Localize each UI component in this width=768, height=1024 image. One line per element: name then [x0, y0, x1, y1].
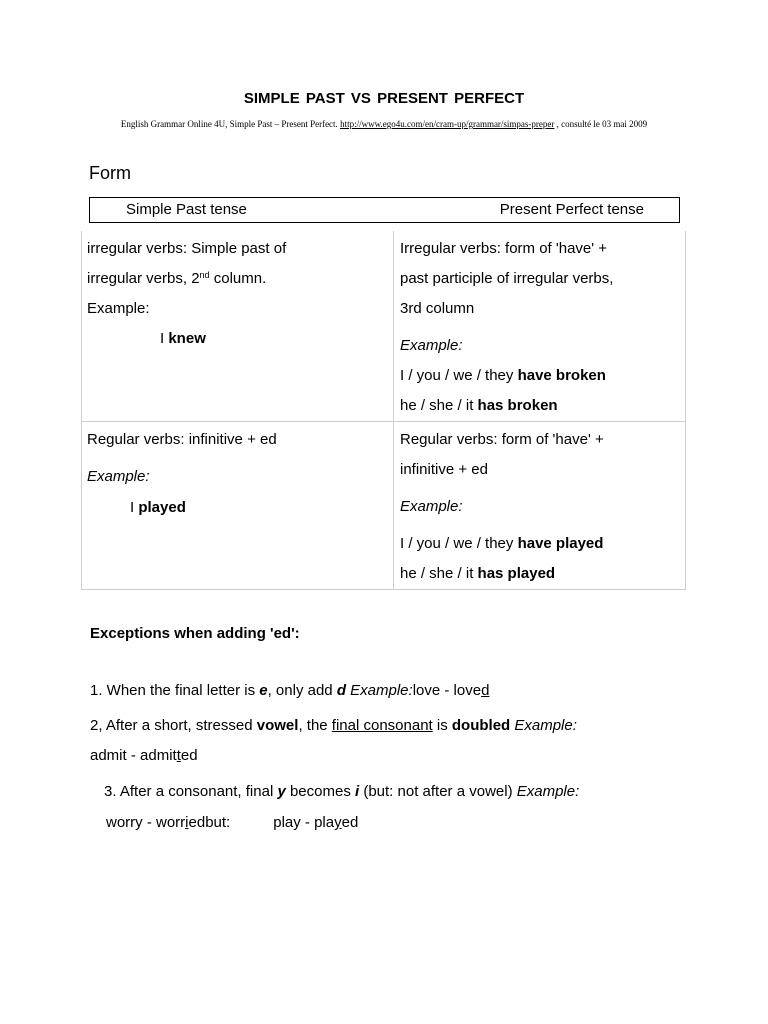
- exceptions-heading: Exceptions when adding 'ed':: [90, 625, 300, 642]
- regular-perfect-line2: infinitive + ed: [400, 461, 488, 478]
- regular-past-line1: Regular verbs: infinitive + ed: [87, 431, 277, 448]
- table-border-right: [685, 231, 686, 590]
- page-title: SIMPLE PAST VS PRESENT PERFECT: [243, 90, 525, 107]
- regular-past-example: I played: [130, 499, 186, 516]
- irregular-perfect-line1: Irregular verbs: form of 'have' +: [400, 240, 608, 257]
- irregular-past-example: I knew: [160, 330, 206, 347]
- rule-1: 1. When the final letter is e, only add d Example:love - loved: [90, 682, 490, 699]
- citation-text: English Grammar Online 4U, Simple Past – Present Perfect.: [120, 119, 341, 129]
- rule-2: 2, After a short, stressed vowel, the final consonant is doubled Example:: [90, 717, 577, 734]
- rule-2-example: admit - admitted: [90, 747, 198, 764]
- irregular-simple-past-cell: [87, 231, 387, 421]
- citation: [0, 119, 768, 129]
- irregular-perfect-example-singular: he / she / it has broken: [400, 397, 558, 414]
- irregular-perfect-example-plural: I / you / we / they have broken: [400, 367, 606, 384]
- header-simple-past: Simple Past tense: [126, 201, 247, 218]
- regular-simple-past-cell: [87, 422, 387, 589]
- regular-perfect-line1: Regular verbs: form of 'have' +: [400, 431, 604, 448]
- table-border-bottom: [81, 589, 686, 590]
- citation-link[interactable]: http://www.ego4u.com/en/cram-up/grammar/simpas-preper: [340, 119, 555, 129]
- table-border-middle: [393, 231, 394, 590]
- regular-perfect-example-label: Example:: [400, 498, 463, 515]
- form-heading: Form: [89, 163, 131, 183]
- table-border-left: [81, 231, 82, 590]
- rule-3-example: worry - worriedbut: play - played: [106, 814, 359, 831]
- irregular-past-example-label: Example:: [87, 300, 150, 317]
- irregular-past-line2: irregular verbs, 2nd column.: [87, 270, 267, 287]
- rule-3: 3. After a consonant, final y becomes i (but: not after a vowel) Example:: [104, 783, 580, 800]
- regular-past-example-label: Example:: [87, 468, 150, 485]
- irregular-perfect-line2: past participle of irregular verbs,: [400, 270, 614, 287]
- regular-present-perfect-cell: [400, 422, 680, 589]
- regular-perfect-example-plural: I / you / we / they have played: [400, 535, 604, 552]
- regular-perfect-example-singular: he / she / it has played: [400, 565, 556, 582]
- irregular-perfect-line3: 3rd column: [400, 300, 475, 317]
- table-header: [89, 197, 680, 223]
- irregular-perfect-example-label: Example:: [400, 337, 463, 354]
- comparison-table: [81, 231, 686, 590]
- irregular-present-perfect-cell: [400, 231, 680, 421]
- citation-date: , consulté le 03 mai 2009: [554, 119, 648, 129]
- header-present-perfect: Present Perfect tense: [499, 201, 644, 218]
- irregular-past-line1: irregular verbs: Simple past of: [87, 240, 287, 257]
